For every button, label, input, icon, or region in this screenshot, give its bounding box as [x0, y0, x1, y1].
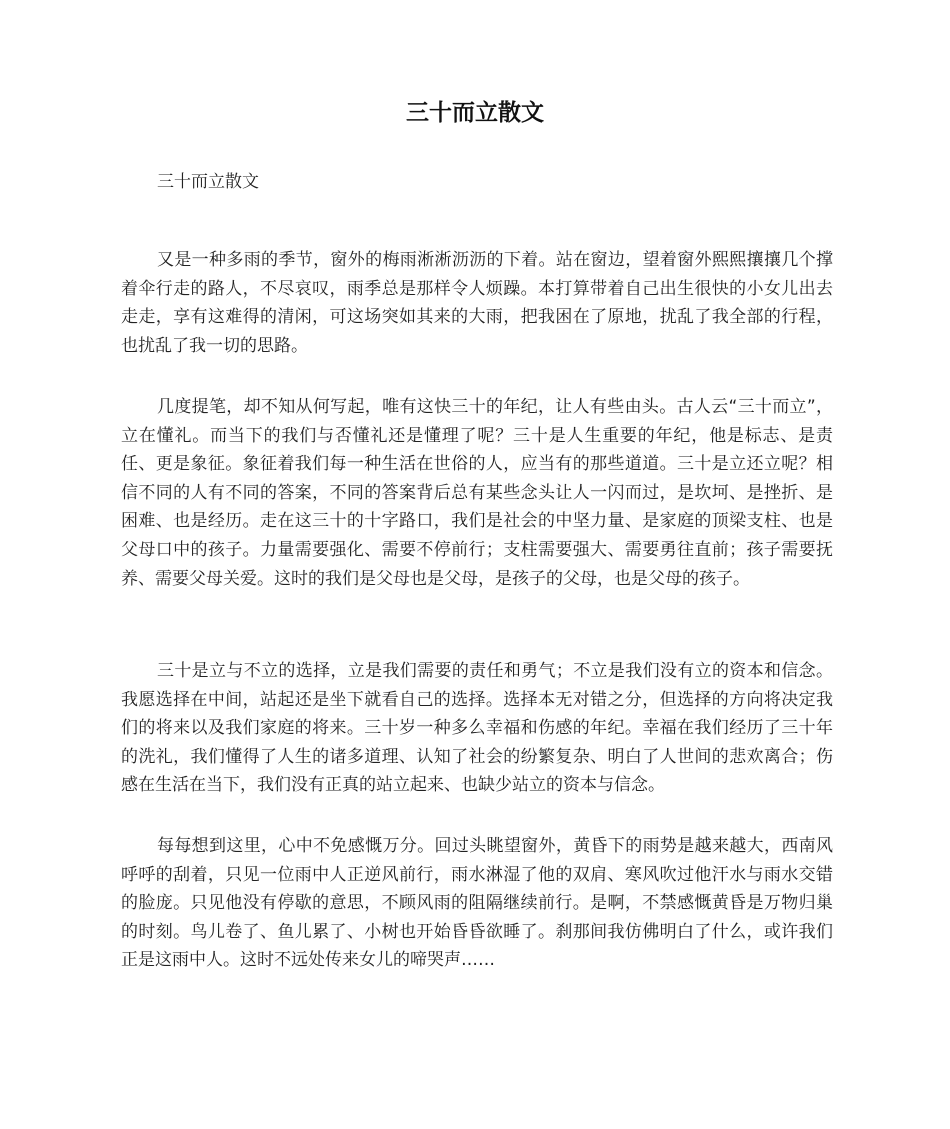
paragraph-3: 三十是立与不立的选择，立是我们需要的责任和勇气；不立是我们没有立的资本和信念。我愿选择在中间，站起还是坐下就看自己的选择。选择本无对错之分，但选择的方向将决定我们的将来以及我们家庭的将来。三十岁一种多么幸福和伤感的年纪。幸福在我们经历了三十年的洗礼，我们懂得了人生的诸多道理、认知了社会的纷繁复杂、明白了人世间的悲欢离合；伤感在生活在当下，我们没有正真的站立起来、也缺少站立的资本与信念。 [121, 661, 833, 796]
document-title: 三十而立散文 [406, 100, 544, 126]
paragraph-2: 几度提笔，却不知从何写起，唯有这快三十的年纪，让人有些由头。古人云“三十而立”，立在懂礼。而当下的我们与否懂礼还是懂理了呢？三十是人生重要的年纪，他是标志、是责任、更是象征。象征着我们每一种生活在世俗的人，应当有的那些道道。三十是立还立呢？相信不同的人有不同的答案，不同的答案背后总有某些念头让人一闪而过，是坎坷、是挫折、是困难、也是经历。走在这三十的十字路口，我们是社会的中坚力量、是家庭的顶梁支柱、也是父母口中的孩子。力量需要强化、需要不停前行；支柱需要强大、需要勇往直前；孩子需要抚养、需要父母关爱。这时的我们是父母也是父母，是孩子的父母，也是父母的孩子。 [121, 397, 833, 589]
document-subtitle: 三十而立散文 [157, 172, 259, 192]
paragraph-4: 每每想到这里，心中不免感慨万分。回过头眺望窗外，黄昏下的雨势是越来越大，西南风呼呼的刮着，只见一位雨中人正逆风前行，雨水淋湿了他的双肩、寒风吹过他汗水与雨水交错的脸庞。只见他没有停歇的意思，不顾风雨的阻隔继续前行。是啊，不禁感慨黄昏是万物归巢的时刻。鸟儿卷了、鱼儿累了、小树也开始昏昏欲睡了。刹那间我仿佛明白了什么，或许我们正是这雨中人。这时不远处传来女儿的啼哭声…… [121, 836, 833, 971]
paragraph-1: 又是一种多雨的季节，窗外的梅雨淅淅沥沥的下着。站在窗边，望着窗外熙熙攘攘几个撑着伞行走的路人，不尽哀叹，雨季总是那样令人烦躁。本打算带着自己出生很快的小女儿出去走走，享有这难得的清闲，可这场突如其来的大雨，把我困在了原地，扰乱了我全部的行程，也扰乱了我一切的思路。 [121, 250, 833, 356]
